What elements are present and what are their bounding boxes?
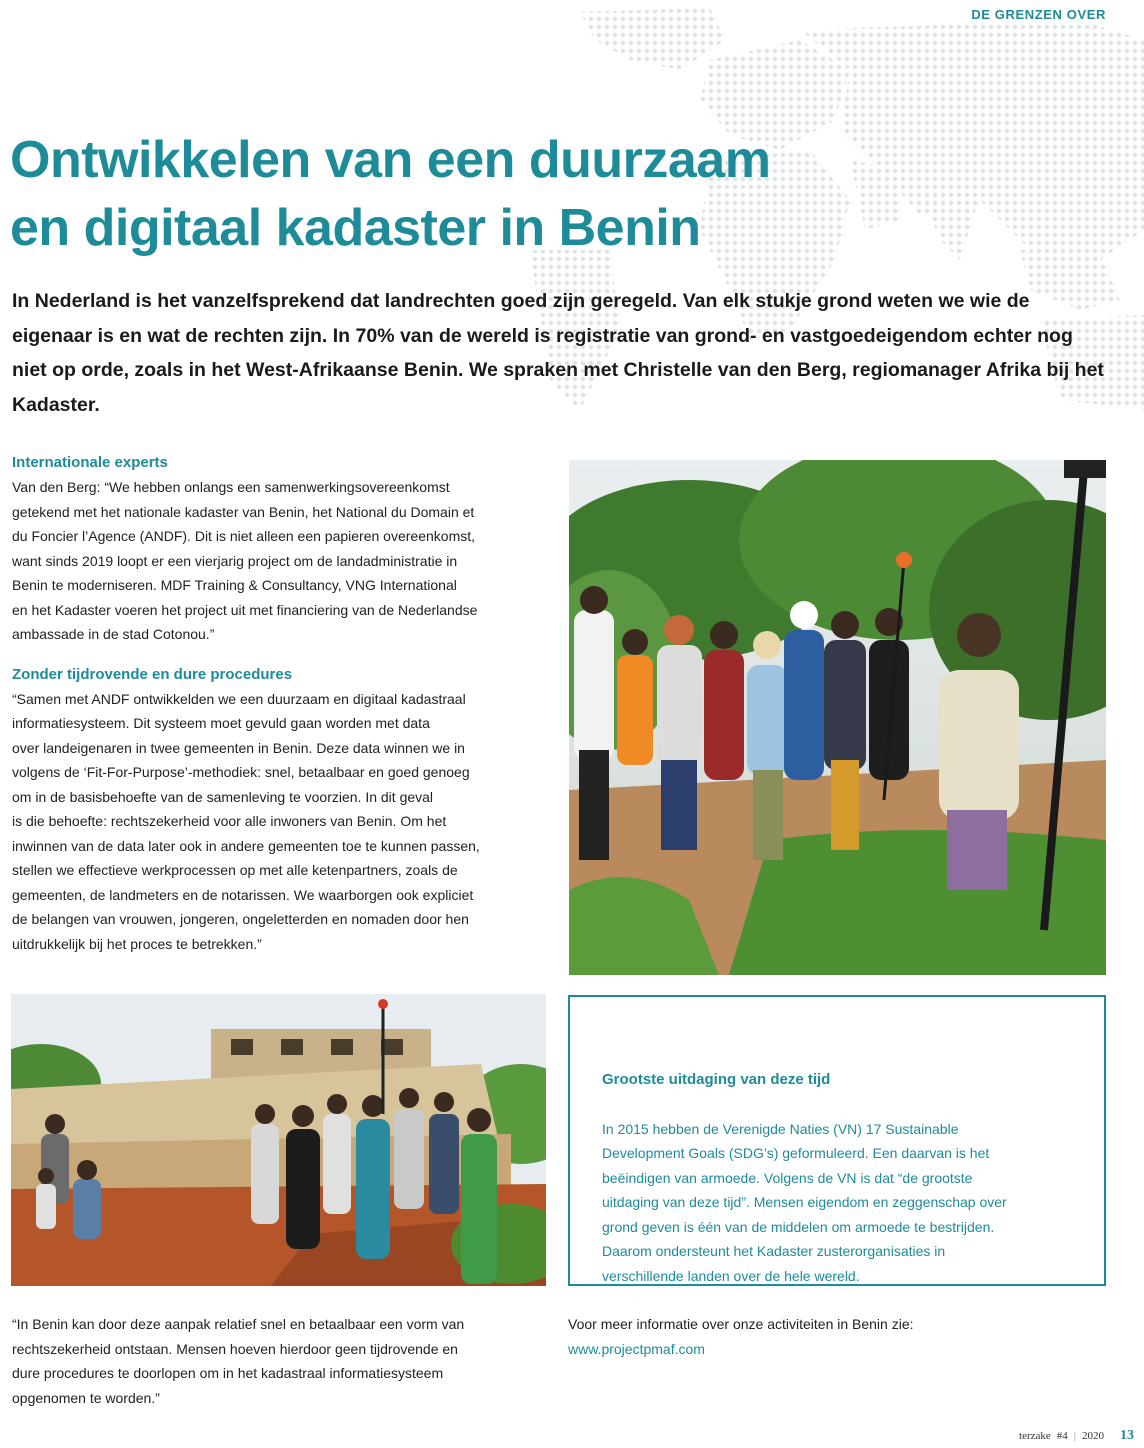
- title-line-1: Ontwikkelen van een duurzaam: [10, 131, 771, 189]
- sidebar-heading: Grootste uitdaging van deze tijd: [602, 1070, 831, 1088]
- photo-building-group: [11, 994, 546, 1286]
- page-footer: [1019, 1428, 1134, 1444]
- title-line-2: en digitaal kadaster in Benin: [10, 199, 701, 257]
- footer-magazine: terzake: [1019, 1430, 1051, 1442]
- sidebar-body: In 2015 hebben de Verenigde Naties (VN) 17 Sustainable Development Goals (SDG’s) geformuleerd. Een daarvan is het beëindigen van armoede. Volgens de VN is dat “de grootste uitdaging van deze tijd”. Mensen eigendom en zeggenschap over grond geven is één van de middelen om armoede te bestrijden. Daarom ondersteunt het Kadaster zusterorganisaties in verschillende landen over de hele wereld.: [602, 1120, 1007, 1284]
- section-heading-experts: Internationale experts: [12, 454, 168, 471]
- article-title: [10, 126, 1110, 262]
- footer-separator: |: [1073, 1430, 1076, 1442]
- section-heading-procedures: Zonder tijdrovende en dure procedures: [12, 665, 293, 683]
- photo-survey-team: [569, 460, 1106, 975]
- footer-year: 2020: [1082, 1430, 1104, 1442]
- sidebar-info-content: [602, 1043, 1082, 1313]
- section-body-procedures: “Samen met ANDF ontwikkelden we een duurzaam en digitaal kadastraal informatiesysteem. Dit systeem moet gevuld gaan worden met data over landeigenaren in twee gemeenten in Benin. Deze data winnen we in volgens de ‘Fit-For-Purpose’-methodiek: snel, betaalbaar en goed genoeg om in de basisbehoefte van de samenleving te voorzien. In dit geval is die behoefte: rechtszekerheid voor alle inwoners van Benin. Om het inwinnen van de data later ook in andere gemeenten toe te kunnen passen, stellen we effectieve werkprocessen op met alle ketenpartners, zoals de gemeenten, de landmeters en de notarissen. We waarborgen ook expliciet de belangen van vrouwen, jongeren, ongeletterden en nomaden door hen uitdrukkelijk bij het proces te betrekken.”: [12, 690, 480, 952]
- closing-quote: “In Benin kan door deze aanpak relatief snel en betaalbaar een vorm van rechtszekerheid ontstaan. Mensen hoeven hierdoor geen tijdrovende en dure procedures te doorlopen om in het kadastraal informatiesysteem opgenomen te worden.”: [12, 1316, 465, 1406]
- project-link[interactable]: www.projectpmaf.com: [568, 1340, 705, 1357]
- article-intro: In Nederland is het vanzelfsprekend dat landrechten goed zijn geregeld. Van elk stukje grond weten we wie de eigenaar is en wat de rechten zijn. In 70% van de wereld is registratie van grond- en vastgoedeigendom echter nog niet op orde, zoals in het West-Afrikaanse Benin. We spraken met Christelle van den Berg, regiomanager Afrika bij het Kadaster.: [12, 290, 1104, 416]
- page-number: 13: [1120, 1428, 1134, 1443]
- more-info: [568, 1312, 1108, 1361]
- main-text-column: [12, 451, 552, 972]
- section-body-experts: Van den Berg: “We hebben onlangs een samenwerkingsovereenkomst getekend met het nationale kadaster van Benin, het National du Domain et du Foncier l’Agence (ANDF). Dit is niet alleen een papieren overeenkomst, want sinds 2019 loopt er een vierjarig project om de landadministratie in Benin te moderniseren. MDF Training & Consultancy, VNG International en het Kadaster voeren het project uit met financiering van de Nederlandse ambassade in de stad Cotonou.”: [12, 479, 478, 642]
- more-info-text: Voor meer informatie over onze activiteiten in Benin zie:: [568, 1316, 914, 1332]
- sidebar-info-box: [568, 995, 1106, 1286]
- section-tag: DE GRENZEN OVER: [971, 7, 1106, 22]
- footer-issue: #4: [1056, 1430, 1068, 1442]
